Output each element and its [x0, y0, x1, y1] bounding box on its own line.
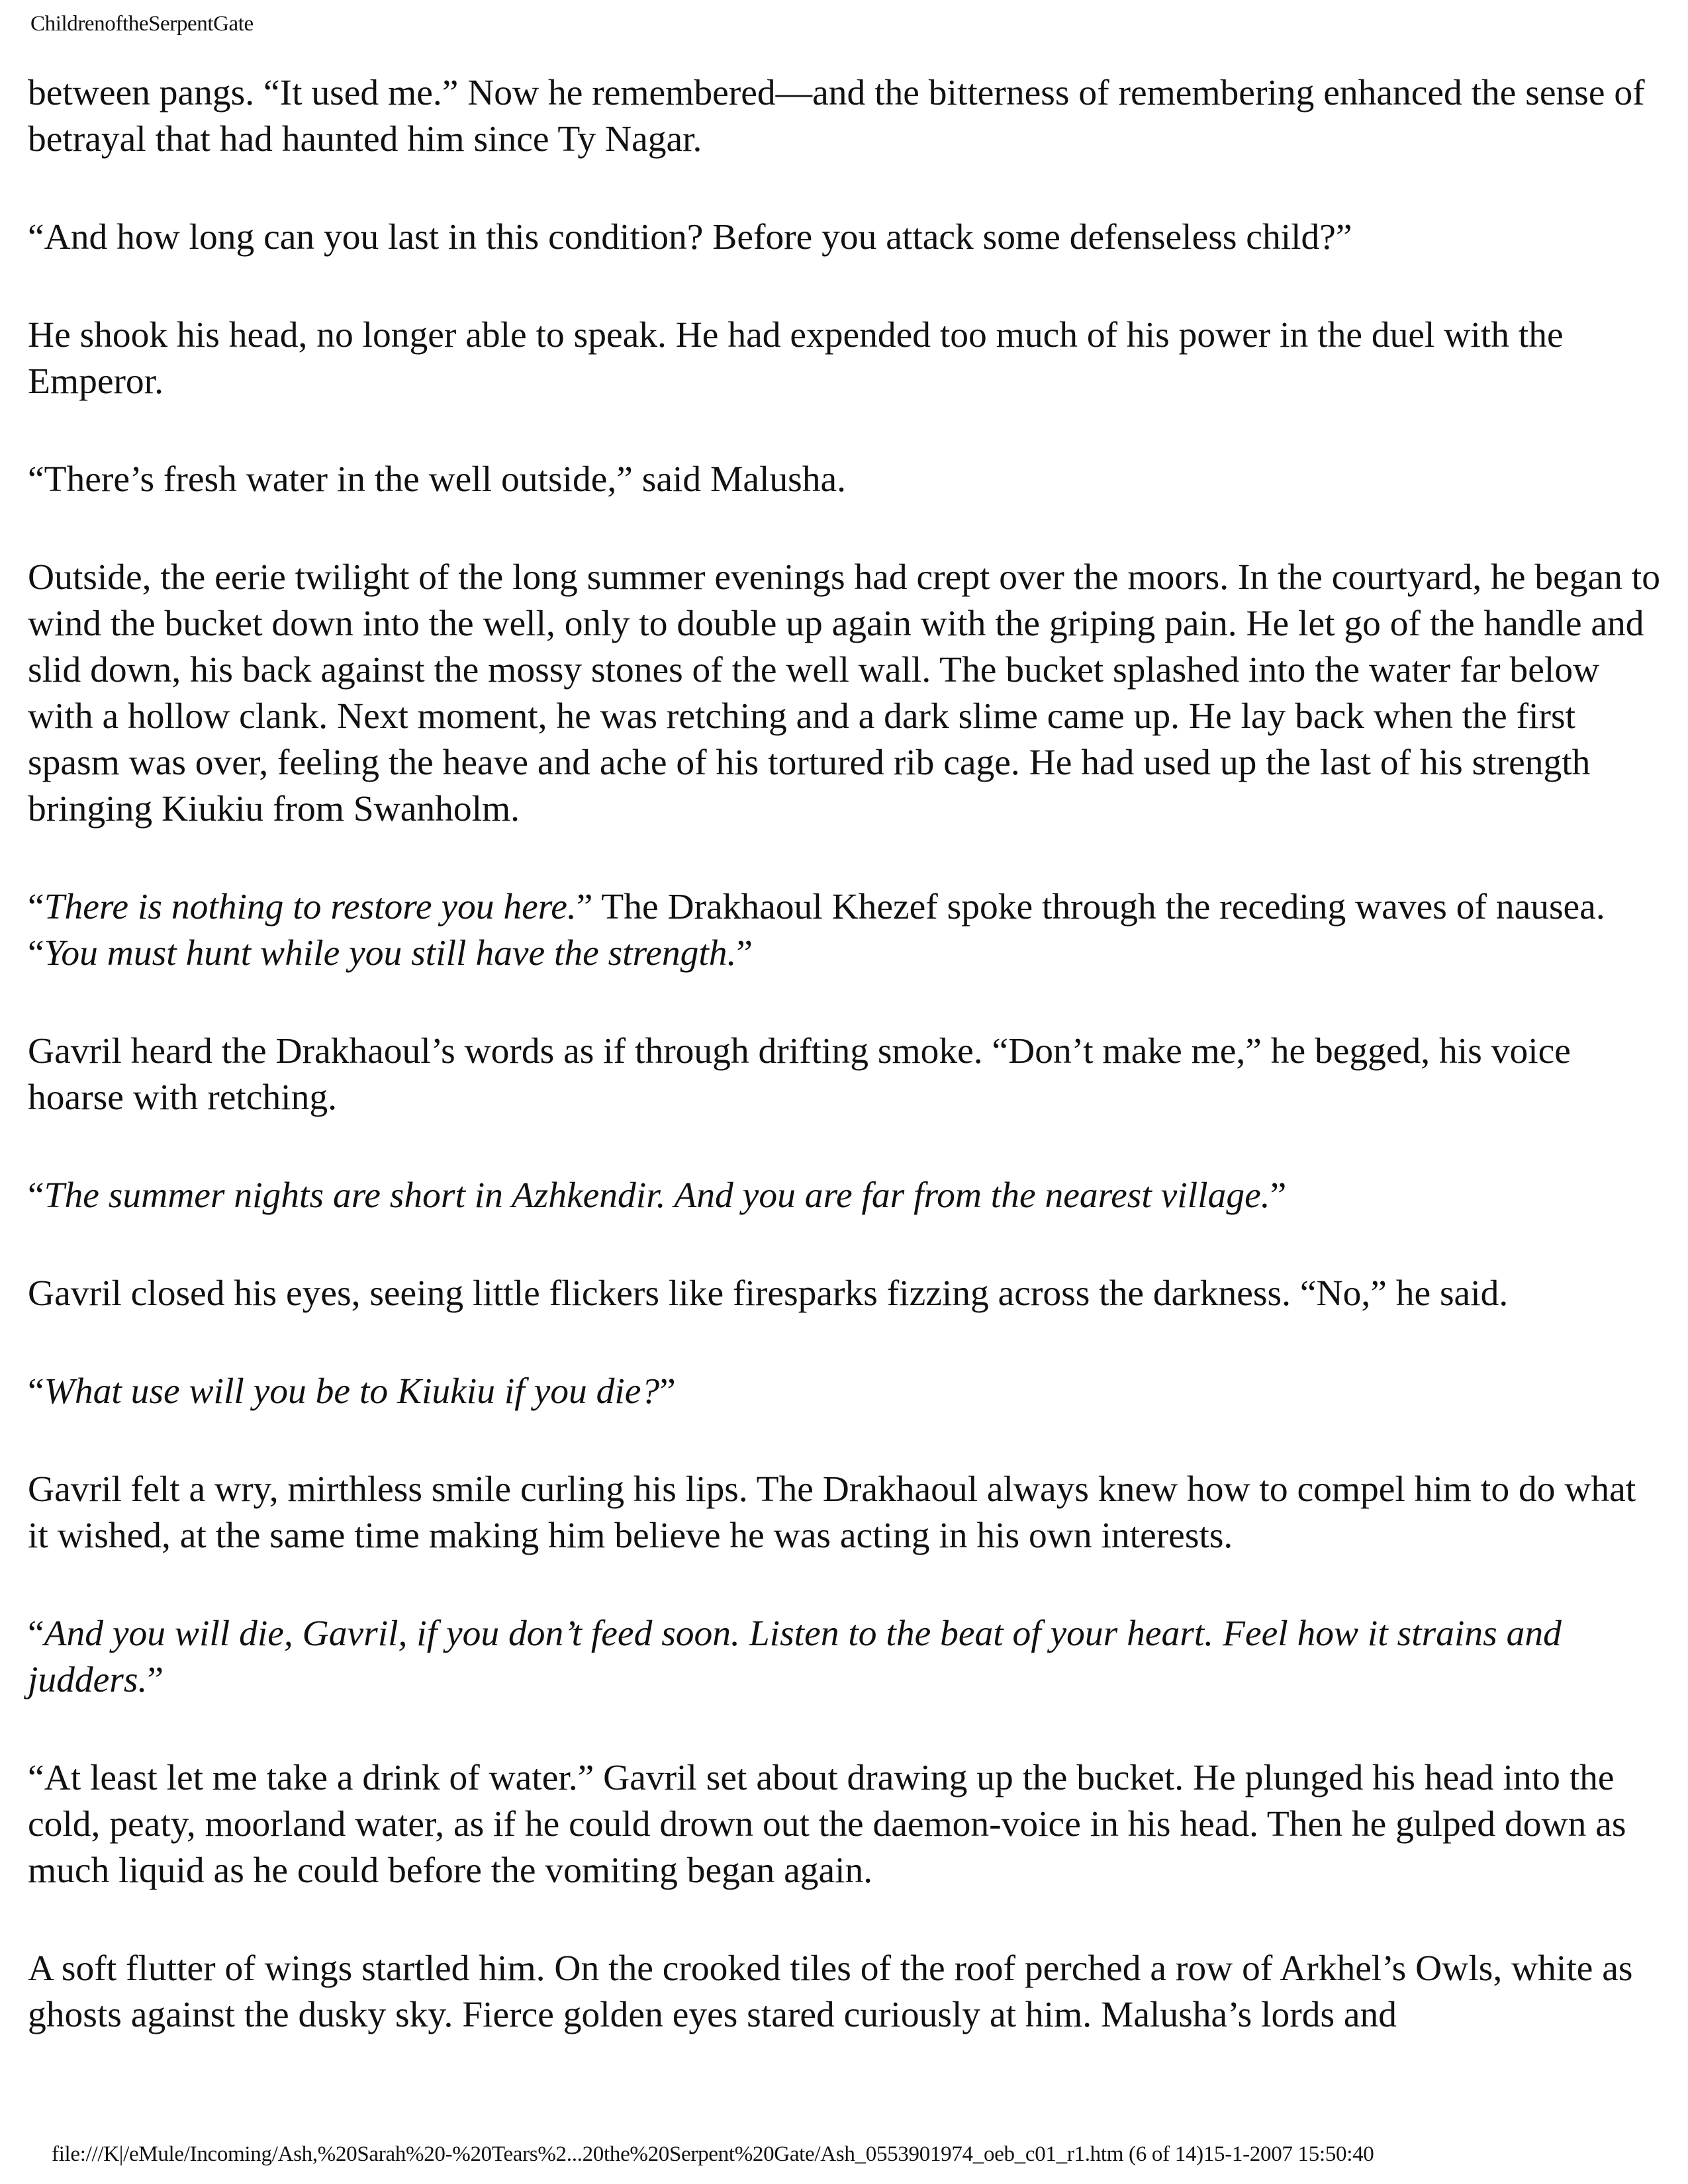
paragraph — [28, 312, 1663, 405]
paragraph-text: Outside, the eerie twilight of the long summer evenings had crept over the moors. In the courtyard, he began to wind the bucket down into the well, only to double up again with the griping pain. He let go of the handle and slid down, his back against the mossy stones of the well wall. The bucket splashed into the water far below with a hollow clank. Next moment, he was retching and a dark slime came up. He lay back when the first spasm was over, feeling the heave and ache of his tortured rib cage. He had used up the last of his strength bringing Kiukiu from Swanholm. — [28, 557, 1660, 829]
paragraph-text: “ — [28, 1175, 44, 1216]
paragraph-text: He shook his head, no longer able to speak. He had expended too much of his power in the duel with the Emperor. — [28, 315, 1564, 402]
paragraph — [28, 1369, 1663, 1415]
paragraph-text: “And how long can you last in this condition? Before you attack some defenseless child?” — [28, 217, 1352, 257]
paragraph-italic-text: What use will you be to Kiukiu if you die? — [44, 1371, 660, 1412]
paragraph — [28, 884, 1663, 977]
paragraph-text: Gavril closed his eyes, seeing little flickers like firesparks fizzing across the darkness. “No,” he said. — [28, 1273, 1509, 1314]
paragraph-text: between pangs. “It used me.” Now he remembered—and the bitterness of remembering enhanced the sense of betrayal that had haunted him since Ty Nagar. — [28, 73, 1645, 159]
paragraph — [28, 70, 1663, 163]
paragraph-text: “ — [28, 1371, 44, 1412]
paragraph-italic-text: You must hunt while you still have the strength. — [44, 933, 737, 974]
paragraph — [28, 555, 1663, 833]
paragraph-text: ” — [147, 1660, 164, 1700]
page-footer-path: file:///K|/eMule/Incoming/Ash,%20Sarah%20-%20Tears%2...20the%20Serpent%20Gate/Ash_0553901974_oeb_c01_r1.htm (6 of 14)15-1-2007 15:50:40 — [52, 2142, 1374, 2166]
paragraph-text: “ — [28, 887, 44, 927]
paragraph-text: ” — [736, 933, 753, 974]
paragraph — [28, 1028, 1663, 1121]
paragraph-italic-text: There is nothing to restore you here. — [44, 887, 577, 927]
paragraph — [28, 1271, 1663, 1317]
paragraph-text: Gavril felt a wry, mirthless smile curling his lips. The Drakhaoul always knew how to compel him to do what it wished, at the same time making him believe he was acting in his own interests. — [28, 1469, 1636, 1556]
paragraph-text: ” — [1270, 1175, 1287, 1216]
paragraph — [28, 1946, 1663, 2038]
document-body — [28, 70, 1663, 2090]
paragraph — [28, 1611, 1663, 1704]
paragraph-text: “ — [28, 1614, 44, 1654]
paragraph-italic-text: The summer nights are short in Azhkendir. And you are far from the nearest village. — [44, 1175, 1270, 1216]
paragraph — [28, 457, 1663, 503]
paragraph-text: ” The Drakhaoul Khezef spoke through the receding waves of nausea. “ — [28, 887, 1605, 974]
paragraph — [28, 1173, 1663, 1219]
paragraph — [28, 1467, 1663, 1559]
paragraph-text: “There’s fresh water in the well outside,” said Malusha. — [28, 459, 847, 500]
paragraph-text: “At least let me take a drink of water.” Gavril set about drawing up the bucket. He plunged his head into the cold, peaty, moorland water, as if he could drown out the daemon-voice in his head. Then he gulped down as much liquid as he could before the vomiting began again. — [28, 1758, 1626, 1891]
page-header-title: ChildrenoftheSerpentGate — [30, 12, 254, 36]
paragraph-text: ” — [659, 1371, 676, 1412]
paragraph-text: Gavril heard the Drakhaoul’s words as if through drifting smoke. “Don’t make me,” he begged, his voice hoarse with retching. — [28, 1031, 1571, 1118]
paragraph-text: A soft flutter of wings startled him. On the crooked tiles of the roof perched a row of Arkhel’s Owls, white as ghosts against the dusky sky. Fierce golden eyes stared curiously at him. Malusha’s lords and — [28, 1948, 1633, 2035]
paragraph — [28, 1755, 1663, 1894]
paragraph-italic-text: And you will die, Gavril, if you don’t feed soon. Listen to the beat of your heart. Feel how it strains and judders. — [28, 1614, 1562, 1700]
paragraph — [28, 214, 1663, 261]
